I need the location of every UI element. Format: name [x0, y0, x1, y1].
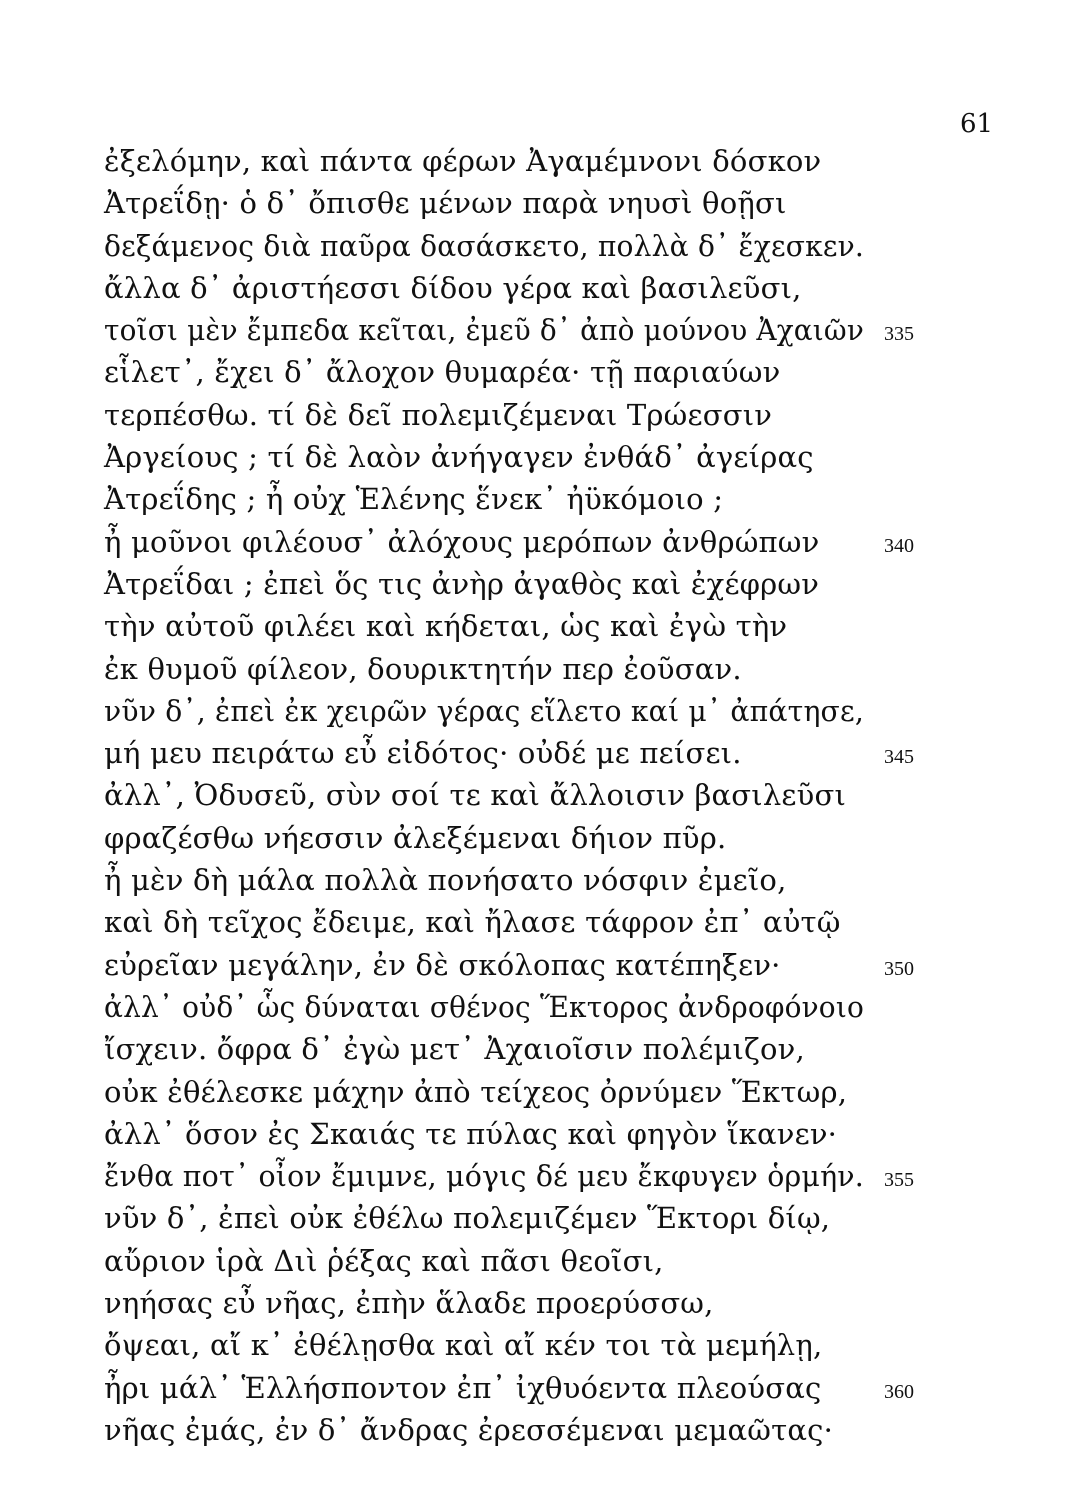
- verse-line: [104, 901, 1044, 943]
- verse-line: [104, 1367, 1044, 1409]
- verse-line: [104, 182, 1044, 224]
- line-number: 355: [884, 1169, 914, 1192]
- verse-text: ἐκ θυμοῦ φίλεον, δουρικτητήν περ ἐοῦσαν.: [104, 651, 742, 686]
- verse-text: Ἀτρεΐδης ; ἦ οὐχ Ἑλένης ἕνεκ᾽ ἠϋκόμοιο ;: [104, 482, 724, 517]
- verse-line: [104, 1324, 1044, 1366]
- verse-text: ἀλλ᾽, Ὀδυσεῦ, σὺν σοί τε καὶ ἄλλοισιν βασιλεῦσι: [104, 778, 847, 813]
- verse-line: [104, 267, 1044, 309]
- verse-line: [104, 648, 1044, 690]
- verse-line: [104, 563, 1044, 605]
- verse-line: [104, 986, 1044, 1028]
- verse-line: [104, 817, 1044, 859]
- verse-text: Ἀτρεΐδαι ; ἐπεὶ ὅς τις ἀνὴρ ἀγαθὸς καὶ ἐχέφρων: [104, 566, 820, 601]
- verse-text: εὐρεῖαν μεγάλην, ἐν δὲ σκόλοπας κατέπηξεν·: [104, 947, 781, 982]
- verse-line: [104, 732, 1044, 774]
- verse-line: [104, 309, 1044, 351]
- verse-text: νῦν δ᾽, ἐπεὶ ἐκ χειρῶν γέρας εἵλετο καί μ᾽ ἀπάτησε,: [104, 693, 864, 728]
- verse-text: ἔνθα ποτ᾽ οἶον ἔμιμνε, μόγις δέ μευ ἔκφυγεν ὁρμήν.: [104, 1159, 864, 1194]
- verse-line: [104, 1197, 1044, 1239]
- verse-line: [104, 478, 1044, 520]
- verse-line: [104, 436, 1044, 478]
- line-number: 350: [884, 957, 914, 980]
- verse-text: αὔριον ἱρὰ Διὶ ῥέξας καὶ πᾶσι θεοῖσι,: [104, 1243, 664, 1278]
- verse-text: ἦ μὲν δὴ μάλα πολλὰ πονήσατο νόσφιν ἐμεῖο,: [104, 863, 787, 898]
- verse-line: [104, 1155, 1044, 1197]
- verse-text: οὐκ ἐθέλεσκε μάχην ἀπὸ τείχεος ὀρνύμεν Ἕκτωρ,: [104, 1074, 848, 1109]
- verse-line: [104, 1282, 1044, 1324]
- verse-line: [104, 690, 1044, 732]
- verse-line: [104, 521, 1044, 563]
- verse-text: τοῖσι μὲν ἔμπεδα κεῖται, ἐμεῦ δ᾽ ἀπὸ μούνου Ἀχαιῶν: [104, 313, 864, 348]
- verse-text: ἀλλ᾽ οὐδ᾽ ὧς δύναται σθένος Ἕκτορος ἀνδροφόνοιο: [104, 989, 864, 1024]
- line-number: 340: [884, 534, 914, 557]
- verse-text: νηήσας εὖ νῆας, ἐπὴν ἅλαδε προερύσσω,: [104, 1286, 714, 1321]
- verse-text: καὶ δὴ τεῖχος ἔδειμε, καὶ ἤλασε τάφρον ἐπ᾽ αὐτῷ: [104, 905, 841, 940]
- verse-text: ἄλλα δ᾽ ἀριστήεσσι δίδου γέρα καὶ βασιλεῦσι,: [104, 270, 802, 305]
- verse-line: [104, 394, 1044, 436]
- verse-line: [104, 140, 1044, 182]
- verse-text: Ἀργείους ; τί δὲ λαὸν ἀνήγαγεν ἐνθάδ᾽ ἀγείρας: [104, 440, 814, 475]
- verse-text: ἴσχειν. ὄφρα δ᾽ ἐγὼ μετ᾽ Ἀχαιοῖσιν πολέμιζον,: [104, 1032, 805, 1067]
- verse-text: μή μευ πειράτω εὖ εἰδότος· οὐδέ με πείσει.: [104, 736, 742, 771]
- line-number: 360: [884, 1380, 914, 1403]
- verse-text: ἀλλ᾽ ὅσον ἐς Σκαιάς τε πύλας καὶ φηγὸν ἵκανεν·: [104, 1116, 838, 1151]
- verse-line: [104, 351, 1044, 393]
- verse-line: [104, 1409, 1044, 1451]
- line-number: 345: [884, 746, 914, 769]
- verse-text: δεξάμενος διὰ παῦρα δασάσκετο, πολλὰ δ᾽ ἔχεσκεν.: [104, 228, 864, 263]
- page-number: 61: [960, 109, 994, 139]
- verse-text: νῦν δ᾽, ἐπεὶ οὐκ ἐθέλω πολεμιζέμεν Ἕκτορι δίῳ,: [104, 1201, 831, 1236]
- verse-text: Ἀτρεΐδῃ· ὁ δ᾽ ὄπισθε μένων παρὰ νηυσὶ θοῇσι: [104, 186, 787, 221]
- verse-line: [104, 859, 1044, 901]
- verse-line: [104, 225, 1044, 267]
- verse-line: [104, 1240, 1044, 1282]
- verse-line: [104, 1071, 1044, 1113]
- verse-block: [104, 140, 1044, 1451]
- line-number: 335: [884, 323, 914, 346]
- verse-text: νῆας ἐμάς, ἐν δ᾽ ἄνδρας ἐρεσσέμεναι μεμαῶτας·: [104, 1412, 834, 1447]
- verse-line: [104, 605, 1044, 647]
- verse-text: ἦρι μάλ᾽ Ἑλλήσποντον ἐπ᾽ ἰχθυόεντα πλεούσας: [104, 1370, 822, 1405]
- verse-text: ἦ μοῦνοι φιλέουσ᾽ ἀλόχους μερόπων ἀνθρώπων: [104, 524, 820, 559]
- verse-text: τὴν αὐτοῦ φιλέει καὶ κήδεται, ὡς καὶ ἐγὼ τὴν: [104, 609, 788, 644]
- verse-line: [104, 1113, 1044, 1155]
- verse-text: τερπέσθω. τί δὲ δεῖ πολεμιζέμεναι Τρώεσσιν: [104, 397, 773, 432]
- verse-text: εἷλετ᾽, ἔχει δ᾽ ἄλοχον θυμαρέα· τῇ παριαύων: [104, 355, 781, 390]
- verse-line: [104, 1028, 1044, 1070]
- verse-text: φραζέσθω νήεσσιν ἀλεξέμεναι δήιον πῦρ.: [104, 820, 727, 855]
- verse-text: ἐξελόμην, καὶ πάντα φέρων Ἀγαμέμνονι δόσκον: [104, 144, 822, 178]
- verse-line: [104, 944, 1044, 986]
- verse-line: [104, 774, 1044, 816]
- verse-text: ὄψεαι, αἴ κ᾽ ἐθέλῃσθα καὶ αἴ κέν τοι τὰ μεμήλῃ,: [104, 1328, 823, 1363]
